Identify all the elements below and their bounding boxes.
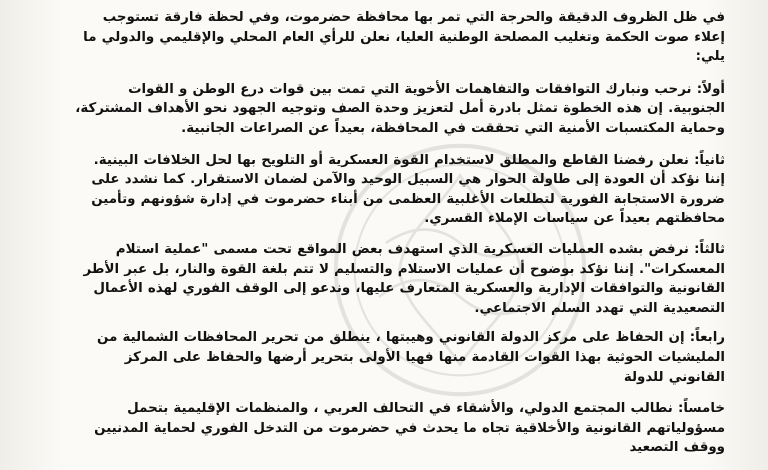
clause-paragraph-5 <box>70 399 725 458</box>
clause-text-3: نرفض بشده العمليات العسكرية الذي استهدف بعض المواقع تحت مسمى "عملية استلام المعسكرات". إننا نؤكد بوضوح أن عمليات الاستلام والتسليم لا تتم بلغة القوة والنار، بل عبر الأطر القانونية والتوافقات الإدارية والعسكرية المتعارف عليها، وندعو إلى الوقف الفوري لهذه الأعمال التصعيدية التي تهدد السلم الاجتماعي. <box>83 241 725 316</box>
clause-paragraph-3 <box>70 240 725 318</box>
clause-paragraph-2 <box>70 151 725 229</box>
clause-label-3: ثالثاً: <box>694 241 725 257</box>
clause-text-5: نطالب المجتمع الدولي، والأشقاء في التحالف العربي ، والمنظمات الإقليمية بتحمل مسؤولياتهم القانونية والأخلاقية تجاه ما يحدث في حضرموت من التدخل الفوري لحماية المدنيين ووقف التصعيد <box>94 401 725 456</box>
clause-label-4: رابعاً: <box>689 330 725 346</box>
statement-body <box>70 8 725 468</box>
intro-text: في ظل الظروف الدقيقة والحرجة التي تمر بها محافظة حضرموت، وفي لحظة فارقة تستوجب إعلاء صوت الحكمة وتغليب المصلحة الوطنية العليا، نعلن للرأي العام المحلي والإقليمي والدولي ما يلي: <box>83 10 725 65</box>
clause-label-5: خامساً: <box>678 401 725 417</box>
clause-label-1: أولاً: <box>696 81 725 97</box>
clause-paragraph-1 <box>70 80 725 139</box>
clause-text-2: نعلن رفضنا القاطع والمطلق لاستخدام القوة العسكرية أو التلويح بها لحل الخلافات البينية. إننا نؤكد أن العودة إلى طاولة الحوار هي السبيل الوحيد والآمن لضمان الاستقرار. كما نشدد على ضرورة الاستجابة الفورية لتطلعات الأغلبية العظمى من أبناء حضرموت في إدارة شؤونهم وتأمين محافظتهم بعيداً عن سياسات الإملاء القسري. <box>91 152 725 227</box>
clause-label-2: ثانياً: <box>694 152 725 168</box>
clause-text-1: نرحب ونبارك التوافقات والتفاهمات الأخوية التي تمت بين قوات درع الوطن و القوات الجنوبية. إن هذه الخطوة تمثل بادرة أمل لتعزيز وحدة الصف وتوجيه الجهود نحو الأهداف المشتركة، وحماية المكتسبات الأمنية التي تحققت في المحافظة، بعيداً عن الصراعات الجانبية. <box>75 81 725 136</box>
intro-paragraph <box>70 8 725 67</box>
clause-paragraph-4 <box>70 328 725 387</box>
clause-text-4: إن الحفاظ على مركز الدولة القانوني وهيبتها ، ينطلق من تحرير المحافظات الشمالية من المليشيات الحوثية بهذا القوات القادمة منها فهيا الأولى بتحرير أرضها والحفاظ على المركز القانوني للدولة <box>97 330 725 385</box>
